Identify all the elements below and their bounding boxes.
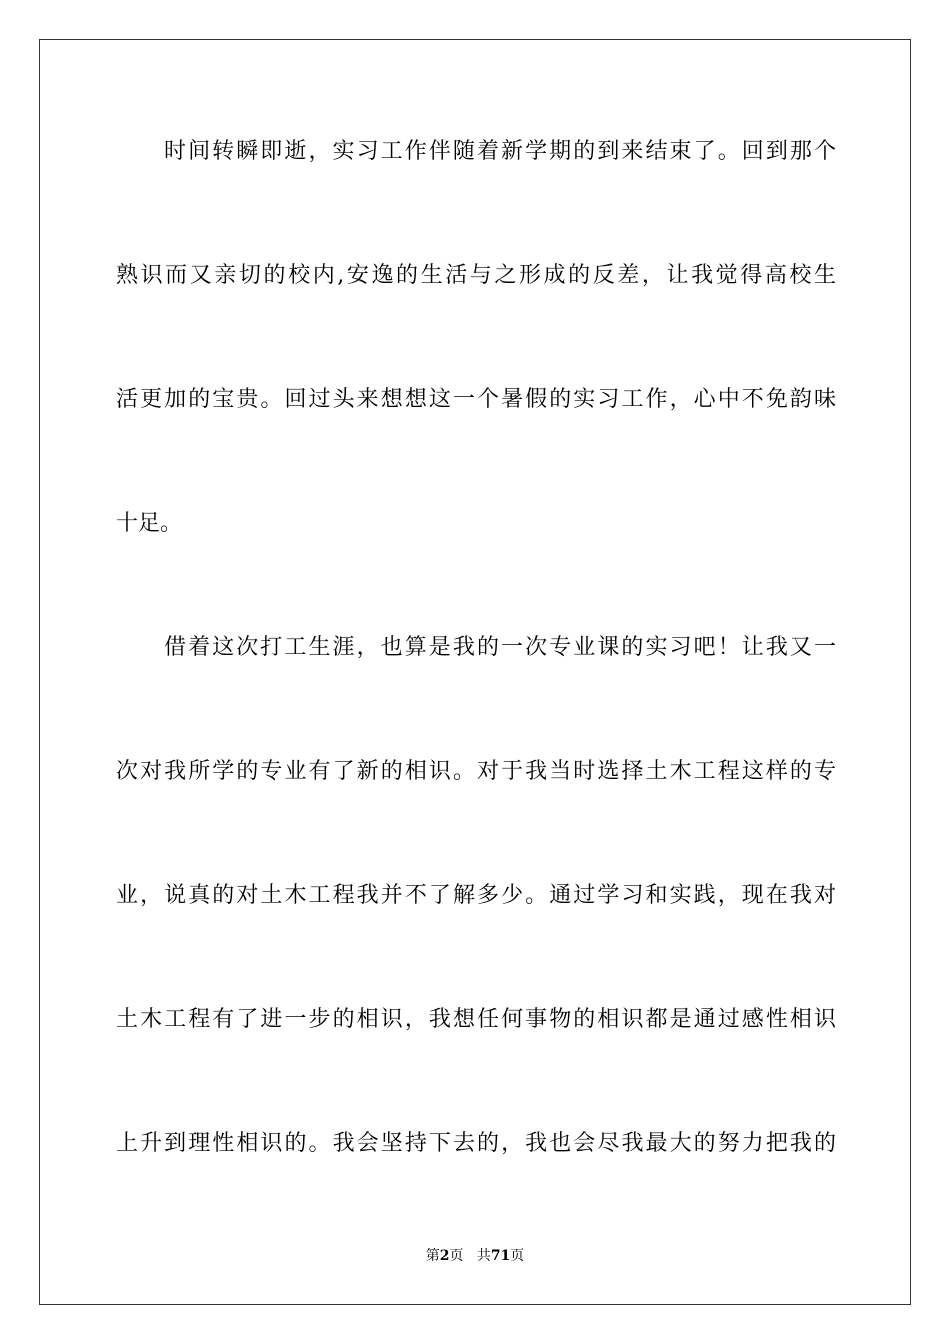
total-pages: 71 <box>490 1248 511 1264</box>
paragraph-1-line-3: 活更加的宝贵。回过头来想想这一个暑假的实习工作，心中不免韵味 <box>116 387 836 412</box>
page-suffix: 页 <box>449 1248 464 1264</box>
total-prefix: 共 <box>476 1248 491 1264</box>
paragraph-2-line-2: 次对我所学的专业有了新的相识。对于我当时选择土木工程这样的专 <box>116 759 836 784</box>
page-frame <box>39 39 911 1305</box>
page-number: 2 <box>439 1248 450 1264</box>
page-footer <box>0 1247 950 1265</box>
total-suffix: 页 <box>510 1248 525 1264</box>
paragraph-1-line-2: 熟识而又亲切的校内,安逸的生活与之形成的反差，让我觉得高校生 <box>116 263 836 288</box>
paragraph-1-line-4: 十足。 <box>116 511 183 536</box>
paragraph-2-line-3: 业，说真的对土木工程我并不了解多少。通过学习和实践，现在我对 <box>116 883 836 908</box>
page-prefix: 第 <box>425 1248 440 1264</box>
paragraph-1-line-1: 时间转瞬即逝，实习工作伴随着新学期的到来结束了。回到那个 <box>164 139 836 164</box>
paragraph-2-line-4: 土木工程有了进一步的相识，我想任何事物的相识都是通过感性相识 <box>116 1007 836 1032</box>
paragraph-2-line-1: 借着这次打工生涯，也算是我的一次专业课的实习吧！让我又一 <box>164 635 836 660</box>
paragraph-2-line-5: 上升到理性相识的。我会坚持下去的，我也会尽我最大的努力把我的 <box>116 1131 836 1156</box>
